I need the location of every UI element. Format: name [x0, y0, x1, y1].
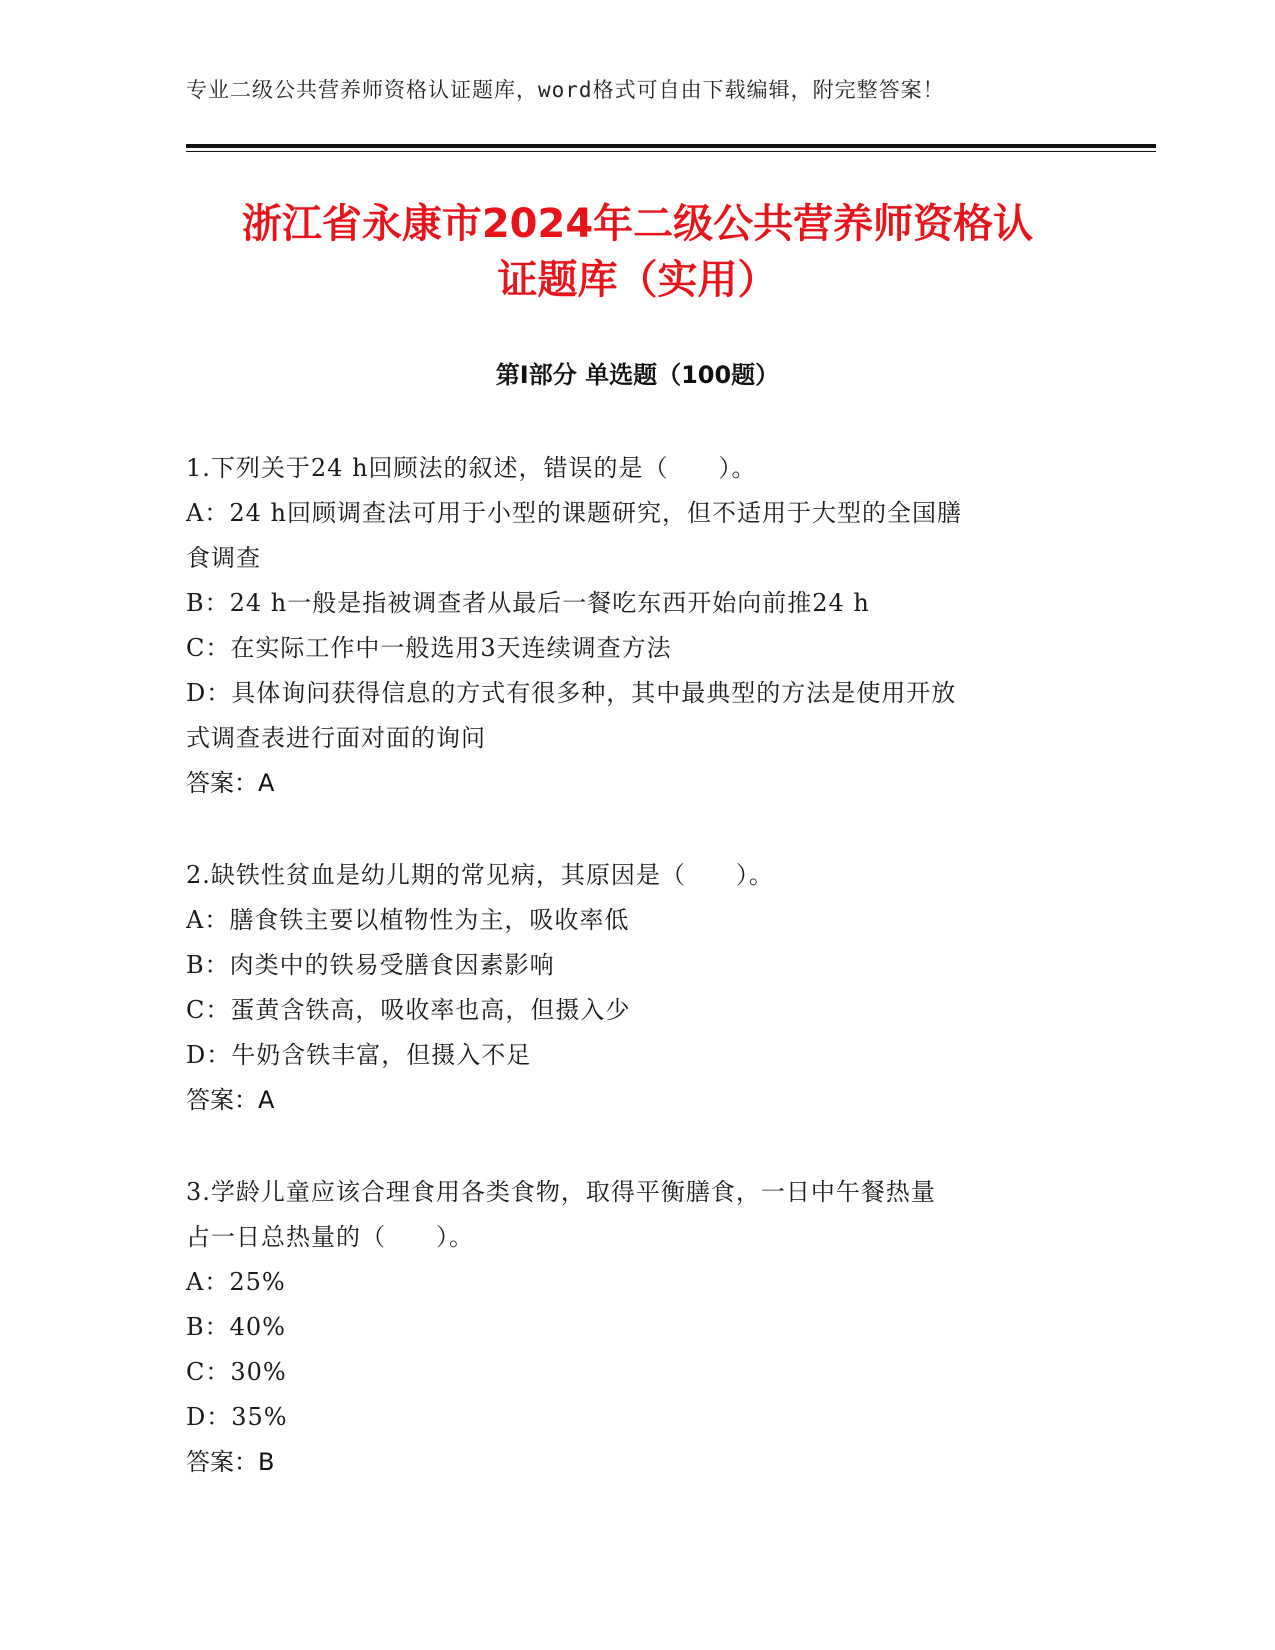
question-1-option-c: C：在实际工作中一般选用3天连续调查方法 — [186, 634, 672, 662]
question-1-option-d: D：具体询问获得信息的方式有很多种，其中最典型的方法是使用开放 — [186, 679, 957, 707]
question-3 — [186, 1170, 1086, 1485]
question-1 — [186, 446, 1086, 806]
question-2-answer: 答案：A — [186, 1086, 275, 1114]
question-3-option-b: B：40% — [186, 1313, 286, 1341]
header-rule-thick — [186, 144, 1156, 148]
document-title-line-1: 浙江省永康市2024年二级公共营养师资格认 — [241, 201, 1034, 247]
question-2-option-a: A：膳食铁主要以植物性为主，吸收率低 — [186, 906, 630, 934]
question-2-option-d: D：牛奶含铁丰富，但摄入不足 — [186, 1041, 532, 1069]
section-title: 第Ⅰ部分 单选题（100题） — [495, 361, 780, 389]
question-1-option-a-cont: 食调查 — [186, 544, 261, 572]
question-3-stem: 3.学龄儿童应该合理食用各类食物，取得平衡膳食，一日中午餐热量 — [186, 1178, 936, 1206]
question-list — [186, 446, 1086, 1532]
page-header: 专业二级公共营养师资格认证题库，word格式可自由下载编辑，附完整答案！ — [186, 78, 945, 102]
question-3-answer: 答案：B — [186, 1448, 275, 1476]
question-2-stem: 2.缺铁性贫血是幼儿期的常见病，其原因是（ ）。 — [186, 861, 774, 889]
header-rule-thin — [186, 151, 1156, 152]
question-1-option-d-cont: 式调查表进行面对面的询问 — [186, 724, 486, 752]
question-2 — [186, 853, 1086, 1123]
document-title-line-2: 证题库（实用） — [497, 257, 778, 303]
question-3-option-c: C：30% — [186, 1358, 287, 1386]
question-3-stem-cont: 占一日总热量的（ ）。 — [186, 1223, 474, 1251]
question-1-option-a: A：24 h回顾调查法可用于小型的课题研究，但不适用于大型的全国膳 — [186, 499, 962, 527]
question-1-answer: 答案：A — [186, 769, 275, 797]
question-2-option-c: C：蛋黄含铁高，吸收率也高，但摄入少 — [186, 996, 631, 1024]
document-title — [140, 196, 1135, 308]
question-3-option-a: A：25% — [186, 1268, 286, 1296]
question-1-stem: 1.下列关于24 h回顾法的叙述，错误的是（ ）。 — [186, 454, 757, 482]
question-2-option-b: B：肉类中的铁易受膳食因素影响 — [186, 951, 555, 979]
question-3-option-d: D：35% — [186, 1403, 288, 1431]
question-1-option-b: B：24 h一般是指被调查者从最后一餐吃东西开始向前推24 h — [186, 589, 870, 617]
